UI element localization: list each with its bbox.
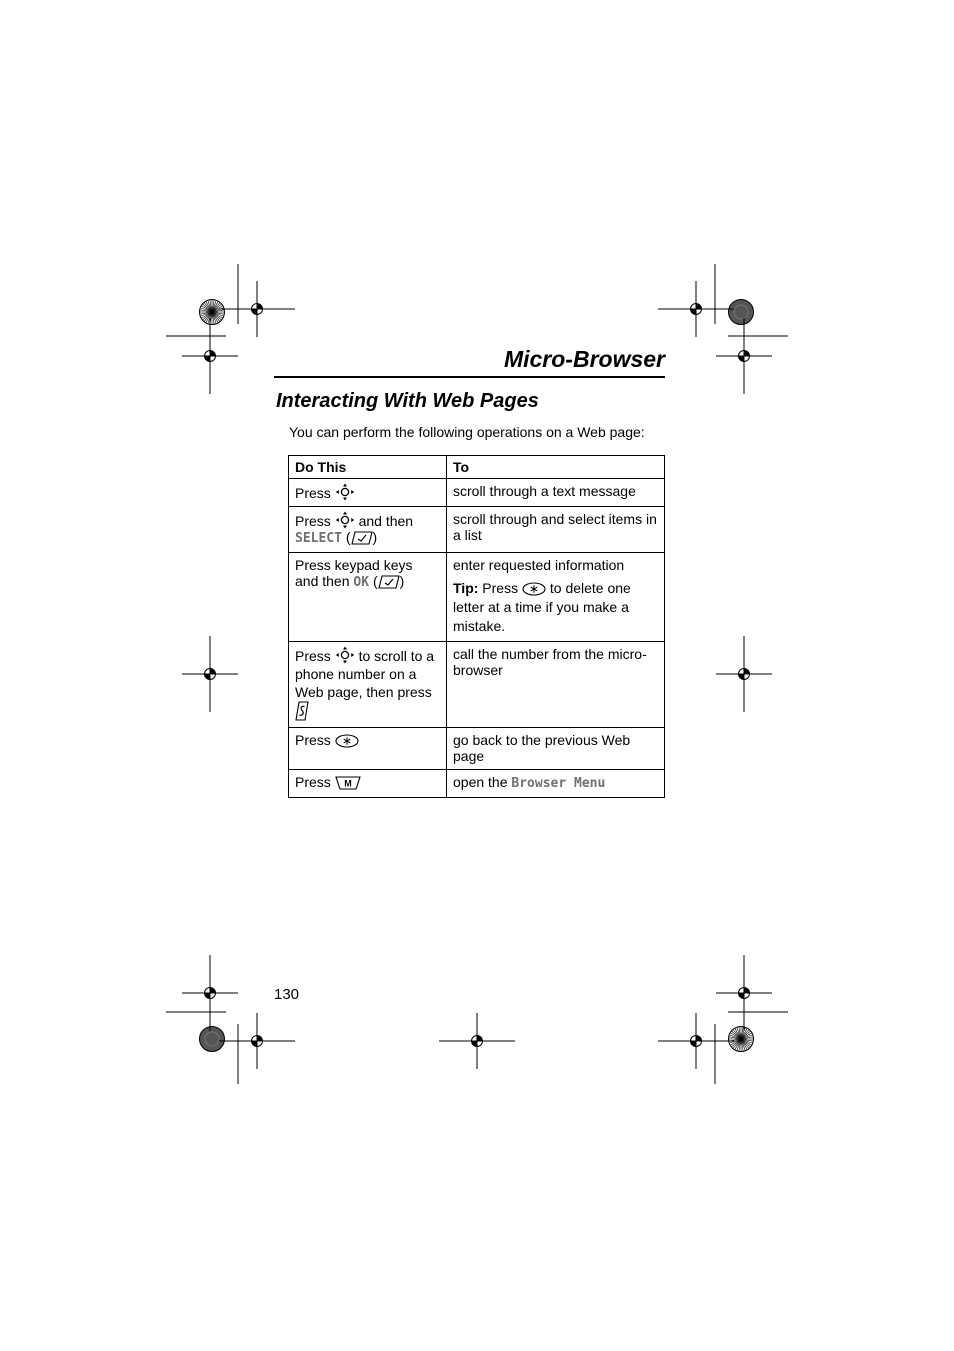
open-paren: ( (345, 529, 351, 545)
crosshair-mark (658, 1013, 734, 1069)
menu-key-icon (335, 776, 361, 790)
table-row (289, 507, 665, 553)
nav-key-icon (335, 511, 355, 529)
do-this-cell (289, 728, 447, 770)
ok-display-text: OK (353, 575, 370, 590)
starburst-mark (729, 1027, 754, 1052)
do-this-cell (289, 553, 447, 642)
nav-key-icon (335, 646, 355, 664)
intro-text: You can perform the following operations on a Web page: (289, 424, 645, 440)
close-paren: ) (399, 573, 405, 589)
do-this-text-continued: to scroll to a phone number on a Web page, then press (295, 648, 435, 700)
crosshair-mark (716, 955, 772, 1031)
result-text: enter requested information (453, 557, 625, 573)
browser-menu-display-text: Browser Menu (511, 776, 606, 791)
do-this-cell (289, 507, 447, 553)
crosshair-mark (219, 281, 295, 337)
header-to: To (447, 456, 665, 479)
table-row (289, 770, 665, 798)
table-row (289, 479, 665, 507)
do-this-text: Press (295, 774, 331, 790)
do-this-text: Press (295, 485, 331, 501)
starburst-mark (200, 300, 225, 325)
do-this-text: Press (295, 648, 331, 664)
close-paren: ) (372, 529, 378, 545)
crosshair-mark (716, 636, 772, 712)
send-key-icon (295, 701, 309, 721)
do-this-cell (289, 770, 447, 798)
tip-label: Tip: (453, 580, 479, 596)
result-cell: scroll through and select items in a list (447, 507, 665, 553)
result-cell: call the number from the micro-browser (447, 642, 665, 728)
table-header-row (289, 456, 665, 479)
do-this-text: Press keypad keys (295, 557, 413, 573)
do-this-text: Press (295, 732, 331, 748)
table-row (289, 642, 665, 728)
do-this-text: Press (295, 513, 331, 529)
do-this-text-continued: and then (358, 513, 414, 529)
crosshair-mark (658, 281, 734, 337)
do-this-text-continued: and then (295, 573, 350, 589)
table-row (289, 728, 665, 770)
crosshair-mark (182, 955, 238, 1031)
header-do-this: Do This (289, 456, 447, 479)
crosshair-mark (439, 1013, 515, 1069)
crosshair-mark (182, 636, 238, 712)
select-key-icon (378, 575, 400, 589)
tip-note (453, 579, 658, 636)
result-text: open the (453, 774, 508, 790)
clear-key-icon (522, 582, 546, 596)
crosshair-mark (716, 318, 772, 394)
dark-disc-mark (200, 1027, 225, 1052)
tip-text: Press (482, 580, 519, 596)
page-number: 130 (274, 986, 300, 1003)
open-paren: ( (372, 573, 378, 589)
select-key-icon (351, 531, 373, 545)
tip-text-continued: to delete one letter at a time if you make a mistake. (453, 580, 631, 634)
clear-key-icon (335, 734, 359, 748)
svg-text:M: M (343, 778, 352, 789)
result-cell (447, 770, 665, 798)
do-this-cell (289, 642, 447, 728)
do-this-cell (289, 479, 447, 507)
chapter-title: Micro-Browser (503, 346, 665, 372)
result-cell (447, 553, 665, 642)
section-title: Interacting With Web Pages (276, 390, 539, 412)
dark-disc-mark (729, 300, 754, 325)
operations-table (288, 455, 665, 798)
result-cell: scroll through a text message (447, 479, 665, 507)
crosshair-mark (219, 1013, 295, 1069)
title-rule (274, 376, 665, 378)
nav-key-icon (335, 483, 355, 501)
table-row (289, 553, 665, 642)
crosshair-mark (182, 318, 238, 394)
select-display-text: SELECT (295, 531, 342, 546)
result-cell: go back to the previous Web page (447, 728, 665, 770)
